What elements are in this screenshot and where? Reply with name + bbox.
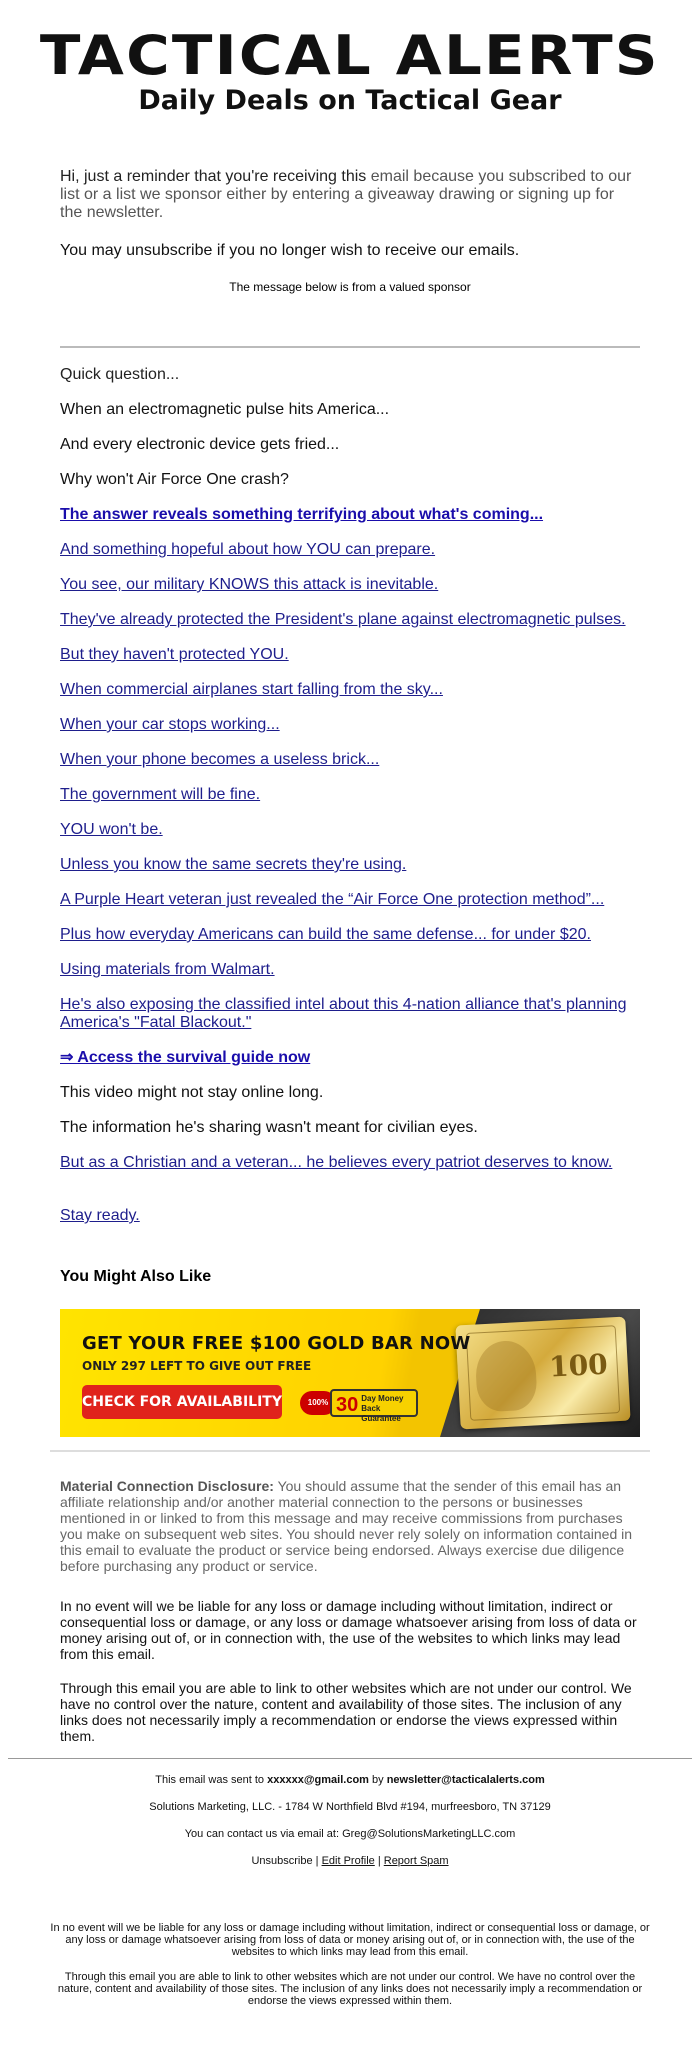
intro-text-b: email because you subscribed to our list or a list we sponsor either by entering a giveaway drawing or signing up for the newsletter. (60, 168, 632, 221)
unsubscribe-link[interactable]: Unsubscribe (251, 1855, 313, 1867)
report-spam-link[interactable]: Report Spam (383, 1855, 449, 1867)
also-like-title: You Might Also Like (60, 1268, 212, 1285)
body-link[interactable]: Using materials from Walmart. (60, 961, 275, 978)
intro-paragraph (60, 168, 640, 222)
access-guide-link[interactable]: ⇒ Access the survival guide now (60, 1049, 311, 1066)
sponsor-note: The message below is from a valued sponsor (229, 280, 471, 294)
body-link[interactable]: And something hopeful about how YOU can prepare. (60, 541, 436, 558)
unsubscribe-note: You may unsubscribe if you no longer wish to receive our emails. (60, 242, 520, 259)
intro-text-a: Hi, just a reminder that you're receiving this (60, 168, 371, 185)
guarantee-text: Day Money Back Guarantee (361, 1394, 404, 1423)
body-link[interactable]: YOU won't be. (60, 821, 163, 838)
divider (60, 346, 640, 348)
body-link[interactable]: But they haven't protected YOU. (60, 646, 289, 663)
liability-paragraph: In no event will we be liable for any loss or damage including without limitation, indirect or consequential loss or damage, or any loss or damage whatsoever arising from loss of data or money arising out of, or in connection with, the use of the websites to which links may lead from this email. (60, 1598, 637, 1662)
body-link[interactable]: You see, our military KNOWS this attack is inevitable. (60, 576, 439, 593)
tactical-alerts-logo (0, 24, 700, 118)
seal-badge: 100% (300, 1391, 336, 1415)
body-line: Quick question... (60, 366, 180, 383)
footer-liability: In no event will we be liable for any loss or damage including without limitation, indirect or consequential loss or damage, or any loss or damage whatsoever arising from loss of data or money arising out of, or in connection with, the use of the websites to which links may lead from this email. (50, 1922, 650, 1958)
body-line: Why won't Air Force One crash? (60, 471, 289, 488)
gold-bar-image (455, 1317, 630, 1430)
sent-to-line: This email was sent to xxxxxx@gmail.com by newsletter@tacticalalerts.com (155, 1774, 545, 1786)
banner-headline: GET YOUR FREE $100 GOLD BAR NOW (82, 1333, 471, 1354)
banner-subline: ONLY 297 LEFT TO GIVE OUT FREE (82, 1359, 312, 1373)
company-address: Solutions Marketing, LLC. - 1784 W Northfield Blvd #194, murfreesboro, TN 37129 (149, 1801, 551, 1813)
disclosure-text: You should assume that the sender of this email has an affiliate relationship and/or another material connection to the persons or businesses mentioned in or linked to from this message and may receive commissions from purchases you make on subsequent web sites. You should never rely solely on information contained in this email to evaluate the product or service being endorsed. Always exercise due diligence before purchasing any product or service. (60, 1478, 633, 1574)
disclosure-label: Material Connection Disclosure: (60, 1478, 274, 1494)
logo-subtitle: Daily Deals on Tactical Gear (138, 85, 562, 116)
sender-email: newsletter@tacticalalerts.com (386, 1774, 545, 1786)
divider (8, 1758, 692, 1759)
body-link[interactable]: He's also exposing the classified intel about this 4-nation alliance that's planning America's "Fatal Blackout." (60, 996, 627, 1031)
body-line: This video might not stay online long. (60, 1084, 324, 1101)
footer-links: Unsubscribe | Edit Profile | Report Spam (251, 1855, 449, 1867)
body-link[interactable]: They've already protected the President's plane against electromagnetic pulses. (60, 611, 626, 628)
contact-line: You can contact us via email at: Greg@SolutionsMarketingLLC.com (184, 1828, 516, 1840)
answer-link[interactable]: The answer reveals something terrifying about what's coming... (60, 506, 544, 523)
gold-bar-banner[interactable] (60, 1309, 640, 1437)
body-link[interactable]: Plus how everyday Americans can build the same defense... for under $20. (60, 926, 591, 943)
recipient-email: xxxxxx@gmail.com (267, 1774, 369, 1786)
divider (50, 1450, 650, 1452)
gold-value: 100 (548, 1347, 609, 1384)
body-link[interactable]: But as a Christian and a veteran... he believes every patriot deserves to know. (60, 1154, 613, 1171)
guarantee-badge (330, 1389, 418, 1423)
body-link[interactable]: A Purple Heart veteran just revealed the “Air Force One protection method”... (60, 891, 605, 908)
logo-title: TACTICAL ALERTS (40, 24, 660, 87)
body-line: When an electromagnetic pulse hits America... (60, 401, 390, 418)
check-availability-button[interactable]: CHECK FOR AVAILABILITY (82, 1385, 282, 1419)
body-line: The information he's sharing wasn't meant for civilian eyes. (60, 1119, 478, 1136)
body-link[interactable]: When your car stops working... (60, 716, 280, 733)
footer-links-notice: Through this email you are able to link to other websites which are not under our control. We have no control over the nature, content and availability of those sites. The inclusion of any links does not necessarily imply a recommendation or endorse the views expressed within them. (57, 1971, 643, 2007)
body-line: And every electronic device gets fried... (60, 436, 340, 453)
body-link[interactable]: The government will be fine. (60, 786, 261, 803)
guarantee-days: 30 (336, 1394, 359, 1416)
disclosure-paragraph (60, 1478, 640, 1574)
links-paragraph: Through this email you are able to link to other websites which are not under our control. We have no control over the nature, content and availability of those sites. The inclusion of any links does not necessarily imply a recommendation or endorse the views expressed within them. (60, 1680, 632, 1744)
edit-profile-link[interactable]: Edit Profile (321, 1855, 375, 1867)
body-link[interactable]: When commercial airplanes start falling from the sky... (60, 681, 443, 698)
body-link[interactable]: Unless you know the same secrets they're using. (60, 856, 407, 873)
body-link[interactable]: When your phone becomes a useless brick... (60, 751, 380, 768)
stay-ready-link[interactable]: Stay ready. (60, 1207, 140, 1224)
